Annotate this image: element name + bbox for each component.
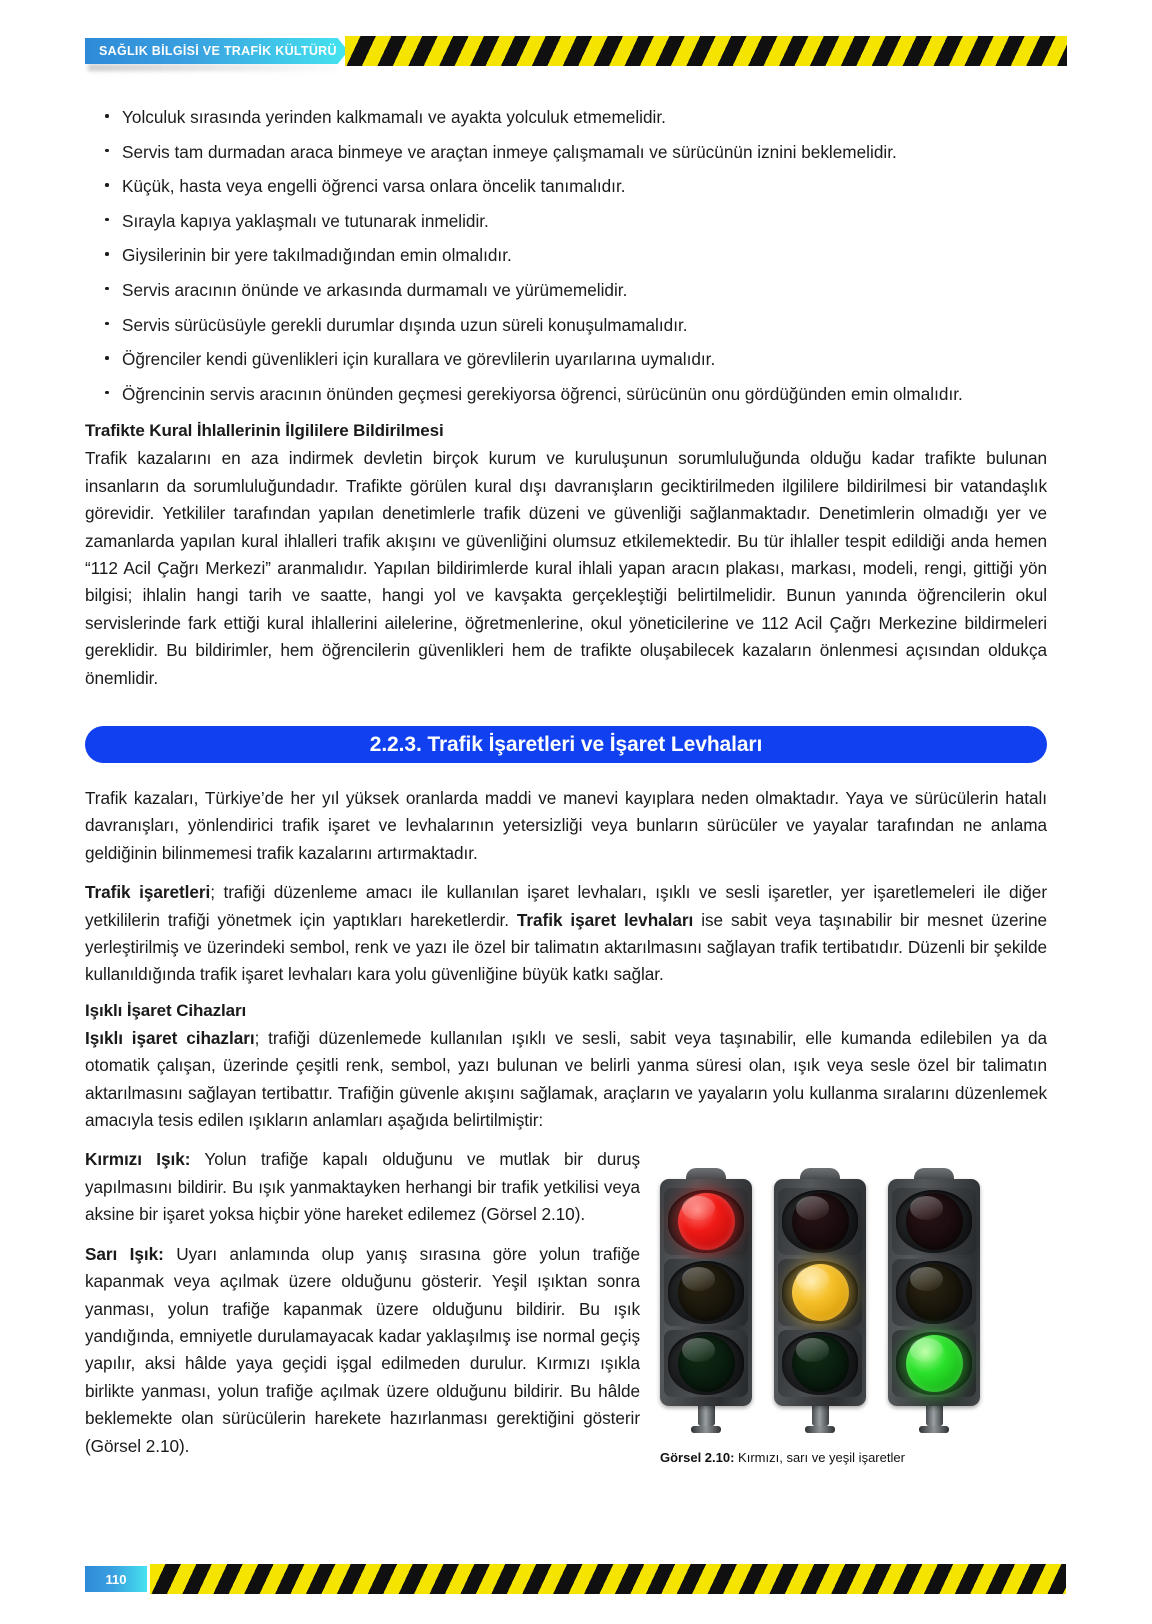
list-item (85, 308, 1047, 343)
reporting-paragraph: Trafik kazalarını en aza indirmek devletin birçok kurum ve kuruluşunun sorumluluğunda olduğu kadar trafikte bulunan insanların da sorumluluğundadır. Trafikte görülen kural dışı davranışların geciktirilmeden ilgililere bildirilmesi bir vatandaşlık görevidir. Yetkililer tarafından yapılan denetimlerle trafik düzeni ve güvenliği sağlanmaktadır. Denetimlerin olmadığı yer ve zamanlarda yapılan kural ihlalleri trafik akışını ve güvenliğini olumsuz etkilemektedir. Bu tür ihlaller tespit edildiği anda hemen “112 Acil Çağrı Merkezi” aranmalıdır. Yapılan bildirimlerde kural ihlali yapan aracın plakası, markası, modeli, rengi, gittiği yön bilgisi; ihlalin hangi tarih ve saatte, hangi yol ve kavşakta gerçekleştiği belirtilmelidir. Bunun yanında öğrencilerin okul servislerinde fark ettiği kural ihlallerini ailelerine, öğretmenlerine, okul yöneticilerine ve 112 Acil Çağrı Merkezine bildirmeleri gereklidir. Bu bildirimler, hem öğrencilerin güvenlikleri hem de trafikte oluşabilecek kazaların önlenmesi açısından oldukça önemlidir. (85, 448, 1047, 688)
list-item-text: Öğrenciler kendi güvenlikleri için kurallara ve görevlilerin uyarılarına uymalıdır. (122, 349, 716, 370)
red-light-lead: Kırmızı Işık: (85, 1149, 191, 1170)
list-item (85, 204, 1047, 239)
header-banner-shadow (88, 64, 338, 71)
lamp-cell-yellow (774, 1257, 866, 1328)
page-number: 110 (105, 1571, 127, 1587)
lamp-gloss (796, 1196, 829, 1220)
lamp-cell-green (660, 1328, 752, 1399)
lamp-gloss (796, 1338, 829, 1362)
signs-definition-lead-1: Trafik işaretleri (85, 882, 211, 903)
bullet-dot-icon (105, 287, 109, 291)
figure-caption-label: Görsel 2.10: (660, 1450, 735, 1465)
signal-base (691, 1426, 721, 1433)
school-bus-rules-list (85, 100, 1047, 411)
lamp-cell-yellow (888, 1257, 980, 1328)
lamp-cell-yellow (660, 1257, 752, 1328)
list-item (85, 169, 1047, 204)
header-title-banner (85, 38, 345, 64)
bullet-dot-icon (105, 183, 109, 187)
lamp-gloss (682, 1196, 715, 1220)
signal-housing (660, 1179, 752, 1406)
list-item-text: Servis sürücüsüyle gerekli durumlar dışında uzun süreli konuşulmamalıdır. (122, 314, 688, 335)
red-light-paragraph (85, 1146, 640, 1228)
signal-devices-paragraph (85, 1025, 1047, 1135)
section-banner (85, 726, 1047, 763)
bullet-dot-icon (105, 114, 109, 118)
page-header (0, 0, 1152, 88)
lamp-gloss (682, 1267, 715, 1291)
signal-pole (698, 1406, 715, 1426)
traffic-light-figure (660, 1168, 990, 1466)
lamp-cell-red (660, 1186, 752, 1257)
list-item-text: Sırayla kapıya yaklaşmalı ve tutunarak inmelidir. (122, 210, 489, 231)
list-item (85, 342, 1047, 377)
red-lamp-off (792, 1193, 849, 1250)
list-item-text: Servis tam durmadan araca binmeye ve araçtan inmeye çalışmamalı ve sürücünün iznini beklemelidir. (122, 141, 897, 162)
figure-caption (660, 1449, 990, 1466)
green-signal (888, 1168, 980, 1433)
signal-devices-text: ; trafiği düzenlemede kullanılan ışıklı ve sesli, sabit veya taşınabilir, elle kumanda edilebilen ya da otomatik çalışan, üzerinde çeşitli renk, sembol, yazı bulunan ve belirli yanma süresi olan, ışık veya sesle özel bir talimatın aktarılmasını sağlayan tertibattır. Trafiğin güvenle akışını sağlamak, araçların ve yayaların yolu kullanma sıralarını düzenlemek amacıyla tesis edilen ışıkların anlamları aşağıda belirtilmiştir: (85, 1027, 1047, 1131)
signal-pole (812, 1406, 829, 1426)
yellow-lamp-on (792, 1264, 849, 1321)
signs-definition-paragraph (85, 879, 1047, 989)
red-lamp-on (678, 1193, 735, 1250)
list-item (85, 377, 1047, 412)
signal-devices-lead: Işıklı işaret cihazları (85, 1027, 255, 1048)
lamp-gloss (910, 1196, 943, 1220)
lamp-cell-green (774, 1328, 866, 1399)
bullet-dot-icon (105, 149, 109, 153)
signal-housing (888, 1179, 980, 1406)
bullet-dot-icon (105, 391, 109, 395)
page-footer (0, 1534, 1152, 1624)
lamp-cell-green (888, 1328, 980, 1399)
signs-definition-text-2: ise sabit veya taşınabilir bir mesnet üzerine yerleştirilmiş ve üzerindeki sembol, renk ve yazı ile özel bir talimatın aktarılmasını sağlayan trafik tertibatıdır. Düzenli bir şekilde kullanıldığında trafik işaret levhaları kara yolu güvenliğine büyük katkı sağlar. (85, 909, 1048, 985)
list-item (85, 100, 1047, 135)
signal-base (919, 1426, 949, 1433)
list-item-text: Yolculuk sırasında yerinden kalkmamalı ve ayakta yolculuk etmemelidir. (122, 107, 666, 127)
yellow-signal (774, 1168, 866, 1433)
signs-definition-text-1: ; trafiği düzenleme amacı ile kullanılan işaret levhaları, ışıklı ve sesli işaretler, yer işaretlemeleri ile diğer yetkililerin trafiği yönetmek için yaptıkları hareketlerdir. (85, 882, 1047, 930)
bullet-dot-icon (105, 218, 109, 222)
bullet-dot-icon (105, 252, 109, 256)
bullet-dot-icon (105, 356, 109, 360)
yellow-lamp-off (678, 1264, 735, 1321)
list-item-text: Servis aracının önünde ve arkasında durmamalı ve yürümemelidir. (122, 279, 628, 300)
list-item (85, 135, 1047, 170)
yellow-light-text: Uyarı anlamında olup yanış sırasına göre yolun trafiğe kapanmak veya açılmak üzere olduğunu gösterir. Yeşil ışıktan sonra yanması, yolun trafiğe kapanmak üzere olduğunu bildirir. Bu ışık yandığında, emniyetle durulamayacak kadar yaklaşılmış ise normal geçiş yapılır, aksi hâlde yaya geçidi işgal edilmeden durulur. Kırmızı ışıkla birlikte yanması, yolun trafiğe açılmak üzere olduğunu bildirir. Bu hâlde beklemekte olan sürücülerin harekete hazırlanması gerektiğini gösterir (Görsel 2.10). (85, 1243, 640, 1456)
lamp-gloss (682, 1338, 715, 1362)
list-item-text: Küçük, hasta veya engelli öğrenci varsa onlara öncelik tanımalıdır. (122, 176, 626, 197)
header-hazard-stripe (345, 36, 1067, 66)
list-item (85, 238, 1047, 273)
section-banner-title: 2.2.3. Trafik İşaretleri ve İşaret Levhaları (369, 732, 763, 756)
red-light-text: Yolun trafiğe kapalı olduğunu ve mutlak bir duruş yapılmasını bildirir. Bu ışık yanmaktayken herhangi bir trafik yetkilisi veya aksine bir işaret yoksa hiçbir yöne hareket edilemez (Görsel 2.10). (85, 1149, 640, 1225)
light-descriptions-column (85, 1146, 640, 1459)
signal-devices-heading: Işıklı İşaret Cihazları (85, 1000, 247, 1020)
lamp-cell-red (888, 1186, 980, 1257)
signal-housing (774, 1179, 866, 1406)
lamp-gloss (910, 1267, 943, 1291)
list-item (85, 273, 1047, 308)
reporting-heading: Trafikte Kural İhlallerinin İlgililere Bildirilmesi (85, 421, 444, 441)
header-title: SAĞLIK BİLGİSİ VE TRAFİK KÜLTÜRÜ (99, 44, 337, 58)
bullet-dot-icon (105, 322, 109, 326)
footer-hazard-stripe (150, 1564, 1066, 1594)
green-lamp-off (792, 1335, 849, 1392)
red-signal (660, 1168, 752, 1433)
list-item-text: Giysilerinin bir yere takılmadığından emin olmalıdır. (122, 245, 512, 266)
signal-pole (926, 1406, 943, 1426)
yellow-light-paragraph (85, 1241, 640, 1460)
lamp-gloss (796, 1267, 829, 1291)
list-item-text: Öğrencinin servis aracının önünden geçmesi gerekiyorsa öğrenci, sürücünün onu gördüğünden emin olmalıdır. (122, 383, 963, 404)
yellow-light-lead: Sarı Işık: (85, 1243, 164, 1264)
page-number-box (85, 1566, 147, 1592)
red-lamp-off (906, 1193, 963, 1250)
signs-definition-lead-2: Trafik işaret levhaları (516, 909, 694, 930)
lamp-cell-red (774, 1186, 866, 1257)
figure-caption-text: Kırmızı, sarı ve yeşil işaretler (734, 1450, 905, 1465)
yellow-lamp-off (906, 1264, 963, 1321)
green-lamp-off (678, 1335, 735, 1392)
signs-intro-paragraph: Trafik kazaları, Türkiye’de her yıl yüksek oranlarda maddi ve manevi kayıplara neden olmaktadır. Yaya ve sürücülerin hatalı davranışları, yönlendirici trafik işaret ve levhalarının yetersizliği veya bunların sürücüler ve yayalar tarafından ne anlama geldiğinin bilinmemesi trafik kazalarını artırmaktadır. (85, 788, 1047, 863)
traffic-lights-row (660, 1168, 980, 1433)
signal-base (805, 1426, 835, 1433)
green-lamp-on (906, 1335, 963, 1392)
lamp-gloss (910, 1338, 943, 1362)
